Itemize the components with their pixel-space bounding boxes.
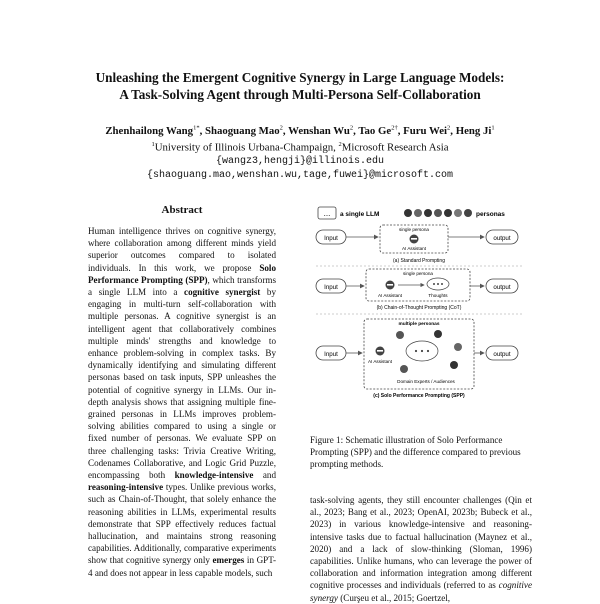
svg-text:...: ...: [323, 209, 331, 218]
abstract-text: Human intelligence thrives on cognitive synergy, where collaboration among different minds yield superior outcomes compared to isolated individuals. In this work, we propose Solo Performance Prompting (SPP), which transforms a single LLM into a cognitive synergist by engaging in multi-turn self-collaboration with multiple personas. A cognitive synergist is an intelligent agent that collaboratively combines multiple minds' strengths and knowledge to enhance problem-solving in complex tasks. By dynamically identifying and simulating different personas based on task inputs, SPP unleashes the potential of cognitive synergy in LLMs. Our in-depth analysis shows that assigning multiple fine-grained personas in LLMs improves problem-solving abilities compared to using a single or fixed number of personas. We evaluate SPP on three challenging tasks: Trivia Creative Writing, Codenames Collaborative, and Logic Grid Puzzle, encompassing both knowledge-intensive and reasoning-intensive types. Unlike previous works, such as Chain-of-Thought, that solely enhance the reasoning abilities in LLMs, experimental results demonstrate that SPP effectively reduces factual hallucination, and maintains strong reasoning capabilities. Additionally, comparative experiments show that cognitive synergy only emerges in GPT-4 and does not appear in less capable models, such: [88, 226, 276, 578]
persona-avatars-icon: [404, 209, 472, 217]
panel-spp-prompting: [316, 319, 518, 399]
svg-text:output: output: [493, 235, 511, 242]
svg-text:output: output: [493, 351, 511, 358]
robot-icon: [376, 347, 385, 356]
author-block: [30, 121, 570, 182]
paper-title: [40, 69, 560, 103]
author-list: [30, 121, 570, 138]
svg-text:(a) Standard Prompting: (a) Standard Prompting: [393, 258, 445, 264]
body-paragraph: task-solving agents, they still encounter challenges (Qin et al., 2023; Bang et al., 2023; OpenAI, 2023b; Bubeck et al., 2023) in various knowledge-intensive and reasoning-intensive tasks due to factual hallucination (Maynez et al., 2020) and a lack of slow-thinking (Sloman, 1996) capabilities. Unlike humans, who can leverage the power of collaboration and information integration among different cognitive processes and individuals (referred to as cognitive synergy (Curşeu et al., 2015; Goertzel,: [310, 495, 532, 603]
svg-text:(c) Solo Performance Prompting: (c) Solo Performance Prompting (SPP): [373, 393, 465, 399]
svg-text:personas: personas: [476, 211, 505, 218]
svg-text:single persona: single persona: [403, 271, 433, 276]
svg-text:Thoughts: Thoughts: [428, 293, 448, 298]
figure-caption: Figure 1: Schematic illustration of Solo Performance Prompting (SPP) and the difference compared to previous prompting methods.: [310, 435, 521, 470]
svg-text:multiple personas: multiple personas: [398, 322, 440, 327]
author: Wenshan Wu$^2$,: [288, 124, 359, 137]
author: Heng Ji$^1$: [455, 124, 495, 137]
author: Furu Wei$^2$,: [403, 124, 456, 137]
author: Shaoguang Mao$^2$,: [204, 124, 289, 137]
figure-legend: [318, 207, 505, 219]
title-line-2: A Task-Solving Agent through Multi-Persona Self-Collaboration: [119, 87, 481, 102]
svg-text:AI Assistant: AI Assistant: [401, 246, 427, 251]
svg-text:a single LLM: a single LLM: [340, 211, 380, 218]
svg-text:Input: Input: [324, 235, 338, 242]
title-line-1: Unleashing the Emergent Cognitive Synergy in Large Language Models:: [95, 70, 505, 85]
robot-icon: [410, 235, 419, 244]
svg-text:output: output: [493, 284, 511, 291]
svg-text:Input: Input: [324, 351, 338, 358]
email-line-1[interactable]: {wangz3,hengji}@illinois.edu: [215, 156, 385, 168]
svg-text:(b) Chain-of-Thought Prompting: (b) Chain-of-Thought Prompting (CoT): [376, 305, 462, 311]
thought-bubble-icon: [427, 278, 449, 290]
author: Zhenhailong Wang$^{1*}$,: [105, 124, 205, 137]
affiliations: $^1$University of Illinois Urbana-Champaign, $^2$Microsoft Research Asia: [151, 141, 449, 154]
robot-icon: [386, 281, 395, 290]
svg-text:Domain Experts / Audiences: Domain Experts / Audiences: [397, 379, 455, 384]
svg-text:AI Assistant: AI Assistant: [367, 359, 393, 364]
author: Tao $Ge^{2\dagger}$,: [358, 124, 404, 137]
svg-text:single persona: single persona: [399, 227, 429, 232]
email-line-2[interactable]: {shaoguang.mao,wenshan.wu,tage,fuwei}@microsoft.com: [146, 169, 454, 181]
panel-standard-prompting: [316, 225, 518, 264]
discussion-bubble-icon: [406, 341, 438, 361]
svg-text:Input: Input: [324, 284, 338, 291]
abstract-heading: Abstract: [161, 204, 203, 216]
figure-1-diagram: [312, 205, 526, 400]
svg-text:AI Assistant: AI Assistant: [377, 293, 403, 298]
panel-cot-prompting: [316, 269, 518, 311]
